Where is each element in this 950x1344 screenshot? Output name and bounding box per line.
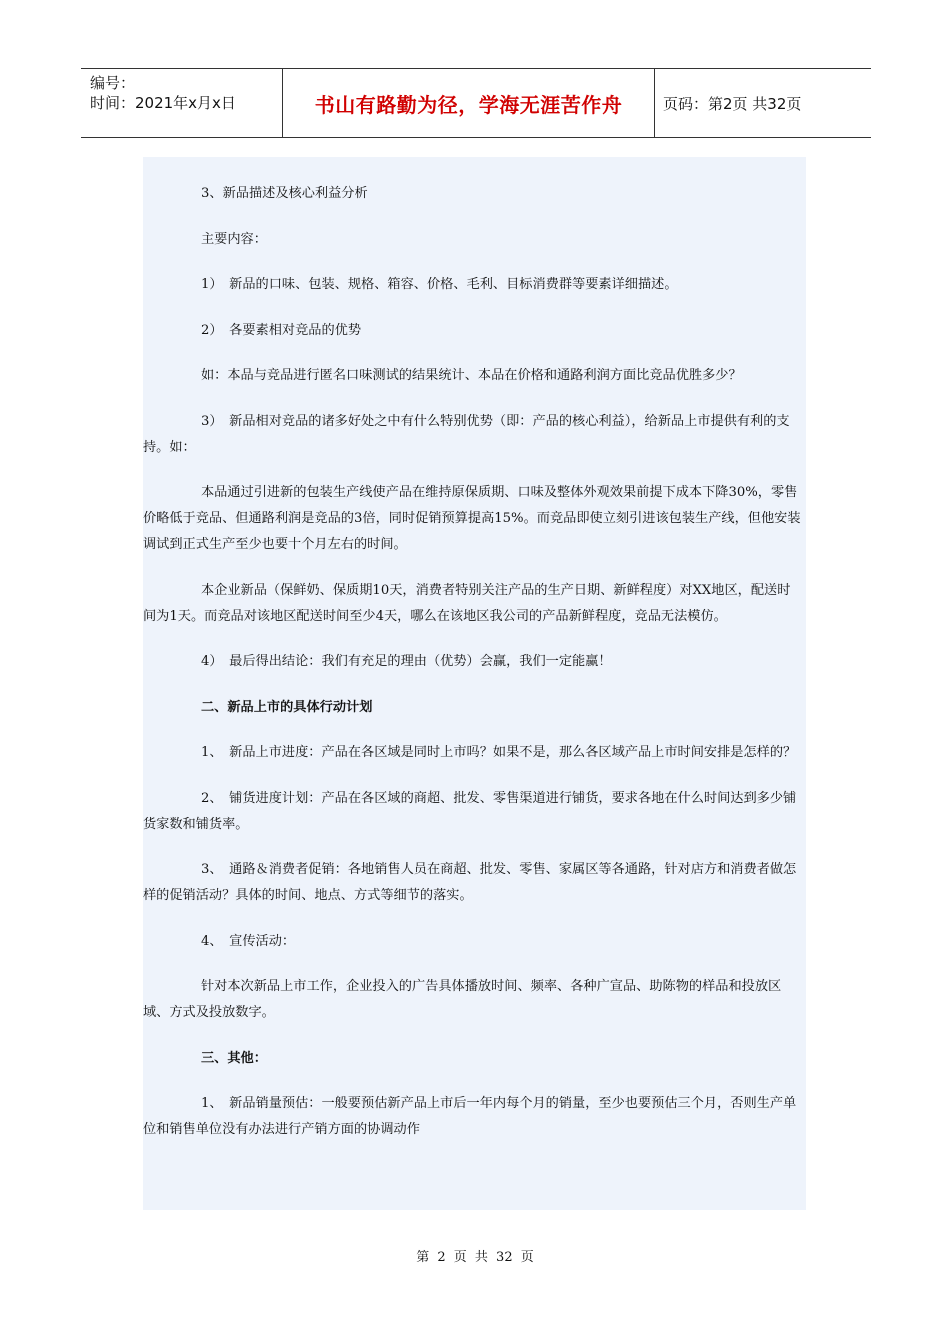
paragraph: 3） 新品相对竞品的诸多好处之中有什么特别优势（即：产品的核心利益），给新品上市提供有利的支持。如： xyxy=(143,413,790,455)
paragraph: 3、 通路＆消费者促销：各地销售人员在商超、批发、零售、家属区等各通路，针对店方和消费者做怎样的促销活动？具体的时间、地点、方式等细节的落实。 xyxy=(143,862,797,903)
paragraph: 4、 宣传活动： xyxy=(201,933,296,949)
header-motto: 书山有路勤为径，学海无涯苦作舟 xyxy=(283,69,655,137)
document-number-label: 编号： xyxy=(90,74,136,92)
section-heading: 二、新品上市的具体行动计划 xyxy=(201,699,373,715)
paragraph: 3、新品描述及核心利益分析 xyxy=(201,186,368,201)
paragraph: 本企业新品（保鲜奶、保质期10天，消费者特别关注产品的生产日期、新鲜程度）对XX地区，配送时间为1天。而竞品对该地区配送时间至少4天，哪么在该地区我公司的产品新鲜程度，竞品无法模仿。 xyxy=(143,582,791,624)
paragraph: 1、 新品上市进度：产品在各区域是同时上市吗？如果不是，那么各区域产品上市时间安排是怎样的？ xyxy=(201,745,797,760)
paragraph: 2、 铺货进度计划：产品在各区域的商超、批发、零售渠道进行铺货，要求各地在什么时间达到多少铺货家数和铺货率。 xyxy=(143,790,797,832)
document-body xyxy=(143,157,806,1210)
paragraph: 针对本次新品上市工作，企业投入的广告具体播放时间、频率、各种广宣品、助陈物的样品和投放区域、方式及投放数字。 xyxy=(143,979,782,1020)
paragraph: 如：本品与竞品进行匿名口味测试的结果统计、本品在价格和通路利润方面比竞品优胜多少？ xyxy=(201,368,742,383)
paragraph: 2） 各要素相对竞品的优势 xyxy=(201,322,362,338)
section-heading: 三、其他： xyxy=(201,1050,267,1066)
paragraph: 主要内容： xyxy=(201,231,267,247)
document-time-label: 时间：2021年x月x日 xyxy=(90,94,236,112)
header-meta xyxy=(81,69,283,137)
page-header xyxy=(81,68,871,138)
paragraph: 4） 最后得出结论：我们有充足的理由（优势）会赢，我们一定能赢！ xyxy=(201,654,612,669)
paragraph: 本品通过引进新的包装生产线使产品在维持原保质期、口味及整体外观效果前提下成本下降30%，零售价略低于竞品、但通路利润是竞品的3倍，同时促销预算提高15%。而竞品即使立刻引进该包装生产线，但他安装调试到正式生产至少也要十个月左右的时间。 xyxy=(143,485,801,552)
paragraph: 1） 新品的口味、包装、规格、箱容、价格、毛利、目标消费群等要素详细描述。 xyxy=(201,277,678,292)
paragraph: 1、 新品销量预估：一般要预估新产品上市后一年内每个月的销量，至少也要预估三个月，否则生产单位和销售单位没有办法进行产销方面的协调动作 xyxy=(143,1096,797,1137)
header-page-info: 页码：第2页 共32页 xyxy=(663,94,802,113)
page-footer: 第 2 页 共 32 页 xyxy=(416,1250,534,1265)
